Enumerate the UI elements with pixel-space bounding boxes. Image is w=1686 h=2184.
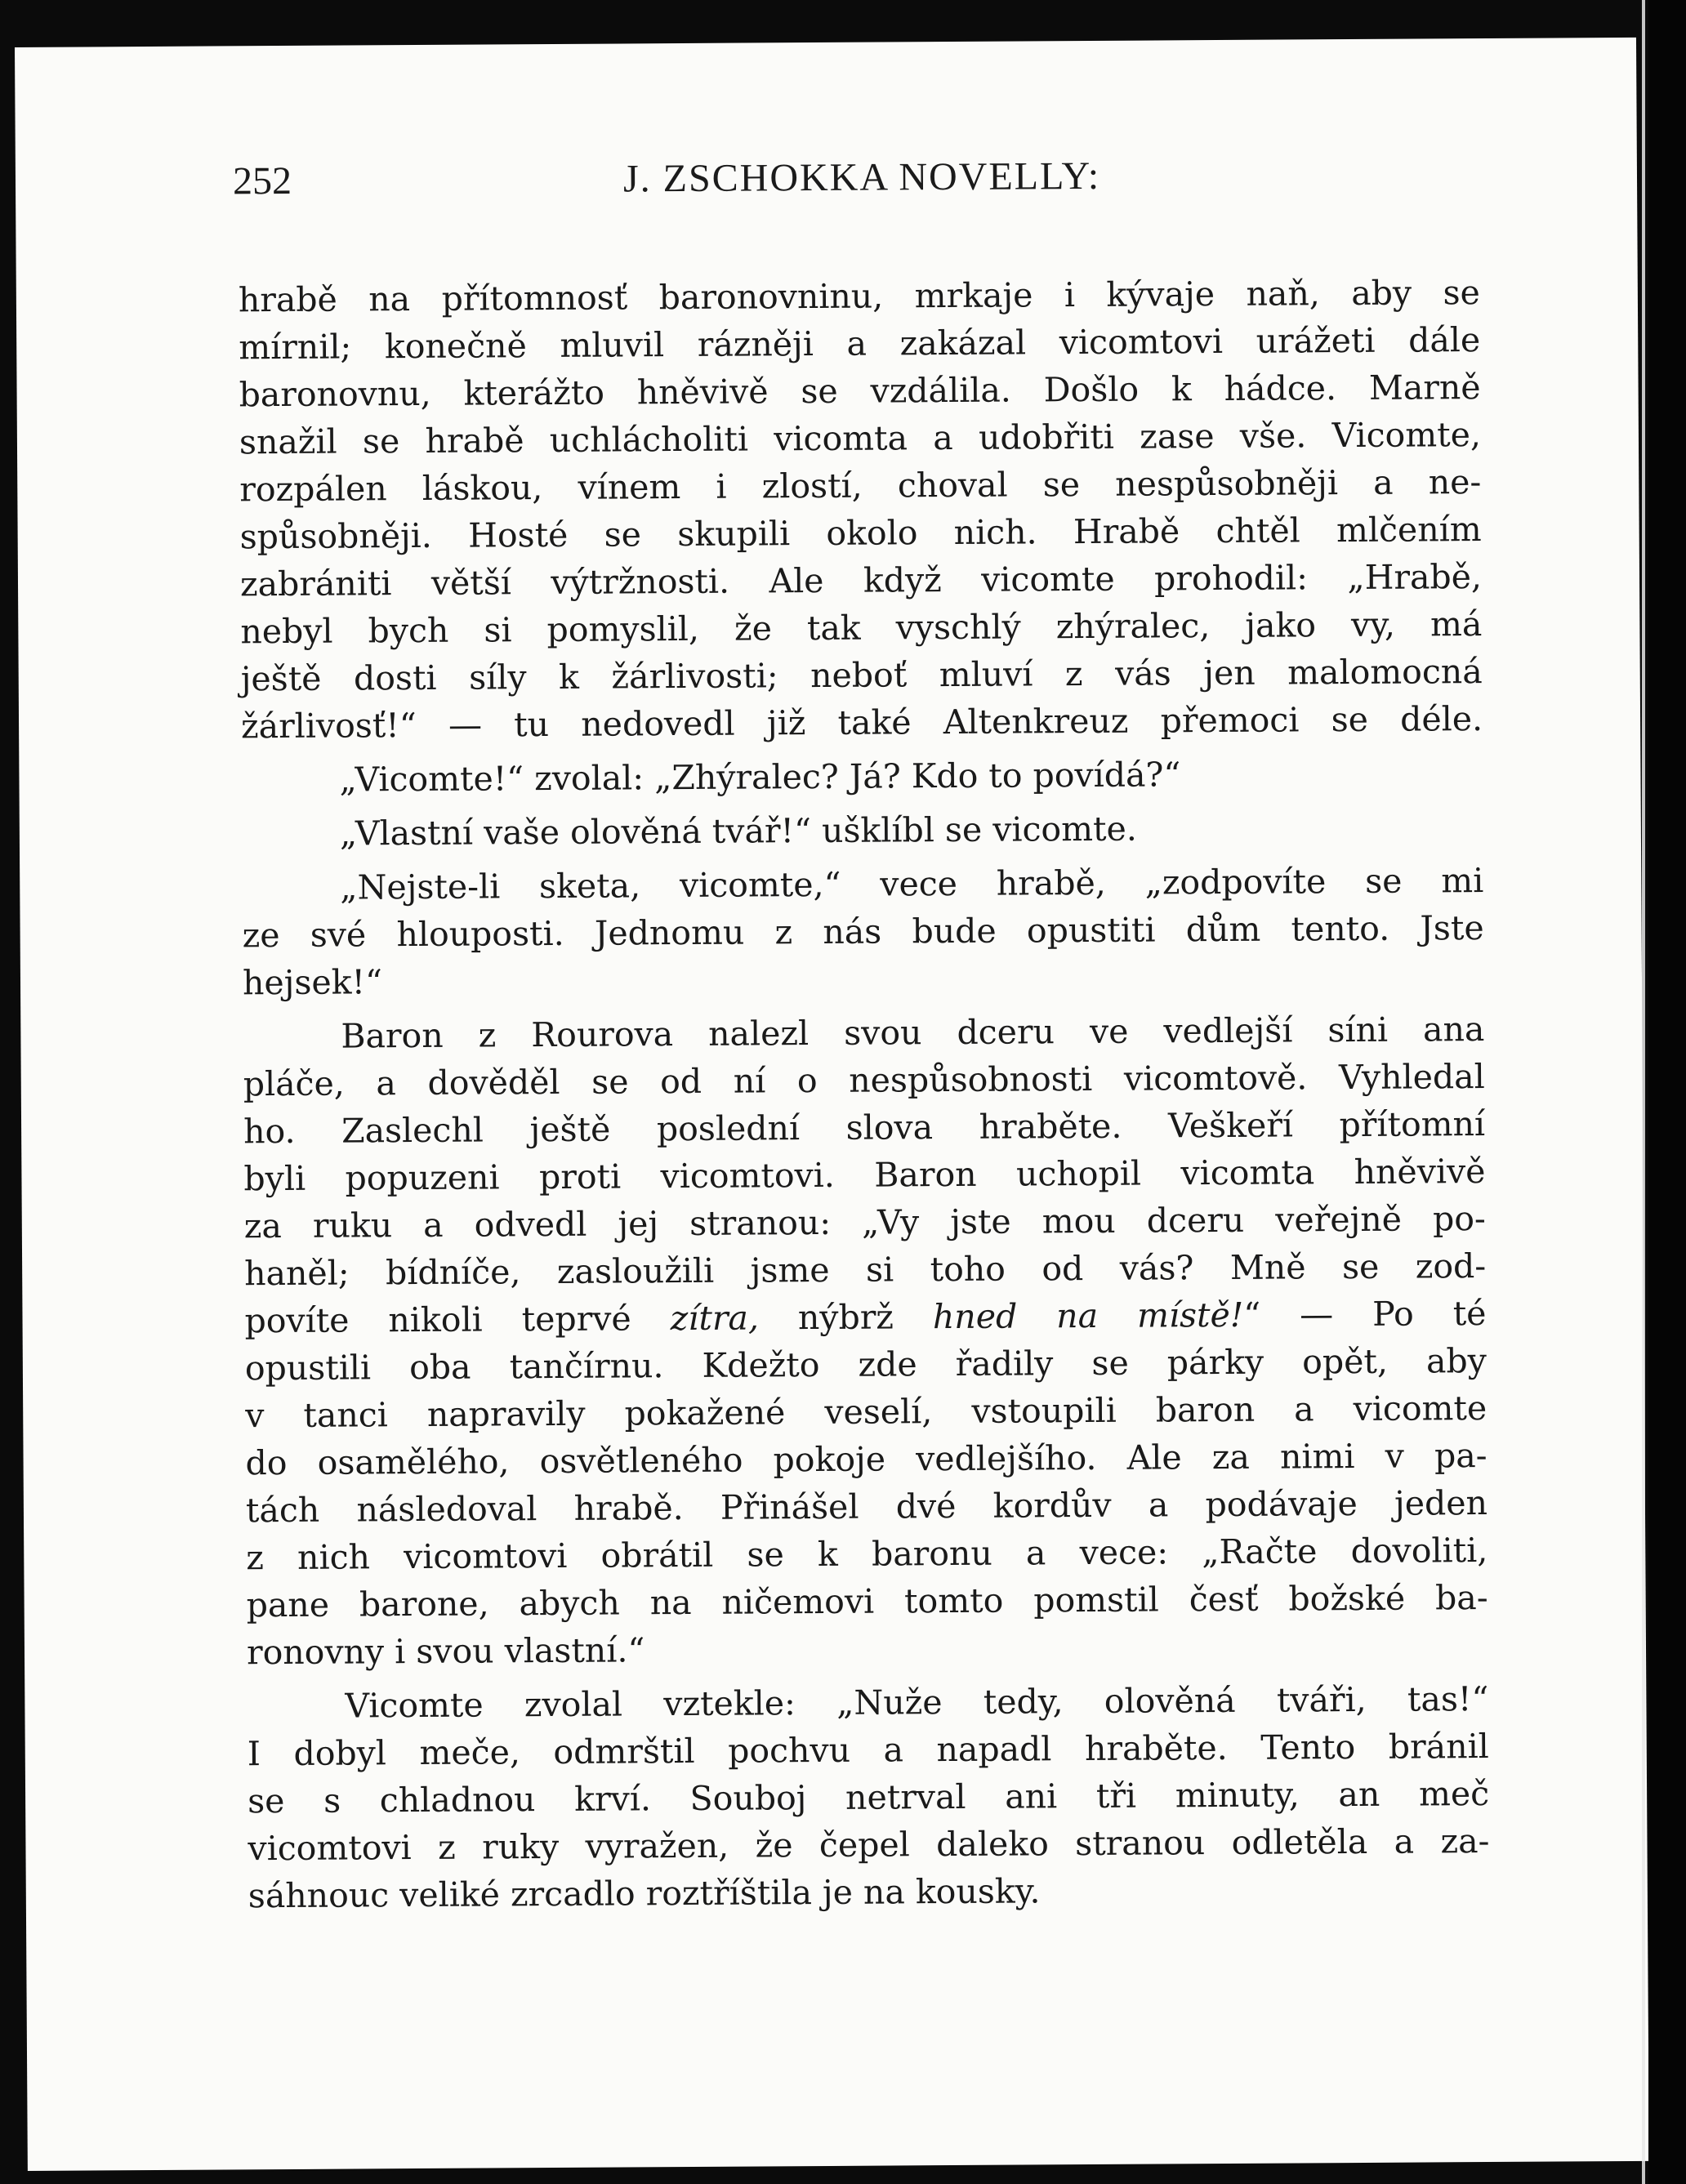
text-line: v tanci napravily pokažené veselí, vstoupili baron a vicomte: [245, 1388, 1488, 1436]
text-line: rozpálen láskou, vínem i zlostí, choval se nespůsobněji a ne-: [239, 462, 1482, 510]
text-line: ronovny i svou vlastní.“: [246, 1630, 645, 1673]
book-page: [15, 38, 1649, 2171]
text-line: z nich vicomtovi obrátil se k baronu a vece: „Račte dovoliti,: [246, 1531, 1488, 1578]
text-line: vicomtovi z ruky vyražen, že čepel daleko stranou odletěla a za-: [248, 1821, 1490, 1869]
text-line-with-italics: [244, 1290, 1486, 1344]
text-fragment: “ — Po té: [1243, 1294, 1487, 1335]
text-fragment: povíte nikoli teprvé: [244, 1299, 631, 1341]
text-line: „Nejste-li sketa, vicomte,“ vece hrabě, „zodpovíte se mi: [340, 861, 1484, 907]
text-line: pane barone, abych na ničemovi tomto pomstil česť božské ba-: [246, 1578, 1488, 1625]
text-line: spůsobněji. Hosté se skupili okolo nich. Hrabě chtěl mlčením: [239, 510, 1482, 557]
scan-border: [1648, 0, 1686, 2184]
text-line: ještě dosti síly k žárlivosti; neboť mluví z vás jen malomocná: [240, 652, 1483, 699]
text-line: baronovnu, kterážto hněvivě se vzdálila. Došlo k hádce. Marně: [239, 368, 1481, 415]
text-line: haněl; bídníče, zasloužili jsme si toho od vás? Mně se zod-: [244, 1246, 1487, 1294]
text-line: tách následoval hrabě. Přinášel dvé kordův a podávaje jeden: [245, 1483, 1488, 1531]
text-line: ho. Zaslechl ještě poslední slova hraběte. Veškeří přítomní: [243, 1104, 1486, 1152]
text-line: za ruku a odvedl jej stranou: „Vy jste mou dceru veřejně po-: [243, 1199, 1486, 1246]
running-title: J. ZSCHOKKA NOVELLY:: [622, 154, 1101, 201]
text-line: hejsek!“: [242, 962, 383, 1003]
text-line: byli popuzeni proti vicomtovi. Baron uchopil vicomta hněvivě: [243, 1152, 1486, 1199]
text-line: opustili oba tančírnu. Kdežto zde řadily se párky opět, aby: [244, 1341, 1488, 1388]
text-line: se s chladnou krví. Souboj netrval ani tři minuty, an meč: [247, 1774, 1490, 1821]
text-line: ze své hlouposti. Jednomu z nás bude opustiti dům tento. Jste: [242, 908, 1484, 956]
text-line: Vicomte zvolal vztekle: „Nuže tedy, olověná tváři, tas!“: [345, 1679, 1489, 1726]
text-line: Baron z Rourova nalezl svou dceru ve vedlejší síni ana: [341, 1010, 1485, 1056]
text-line: zabrániti větší výtržnosti. Ale když vicomte prohodil: „Hrabě,: [239, 557, 1483, 604]
text-line: snažil se hrabě uchlácholiti vicomta a udobřiti zase vše. Vicomte,: [239, 415, 1482, 462]
italic-fragment: hned na místě!: [932, 1295, 1244, 1337]
text-line: do osamělého, osvětleného pokoje vedlejšího. Ale za nimi v pa-: [245, 1436, 1488, 1483]
text-line: hrabě na přítomnosť baronovninu, mrkaje i kývaje naň, aby se: [238, 273, 1481, 320]
text-line: sáhnouc veliké zrcadlo roztříštila je na kousky.: [248, 1871, 1041, 1916]
italic-fragment: zítra,: [670, 1298, 760, 1339]
text-line: mírnil; konečně mluvil rázněji a zakázal vicomtovi urážeti dále: [239, 320, 1481, 368]
body-text: [239, 269, 1490, 1919]
text-fragment: nýbrž: [797, 1297, 894, 1338]
text-line: nebyl bych si pomyslil, že tak vyschlý zhýralec, jako vy, má: [240, 604, 1483, 652]
text-line: „Vlastní vaše olověná tvář!“ ušklíbl se vicomte.: [339, 809, 1137, 854]
page-edge: [1642, 0, 1645, 2184]
text-line: žárlivosť!“ — tu nedovedl již také Altenkreuz přemoci se déle.: [240, 699, 1483, 747]
text-line: pláče, a dověděl se od ní o nespůsobnosti vicomtově. Vyhledal: [243, 1057, 1485, 1104]
page-number: 252: [232, 158, 292, 203]
page-header: [233, 151, 1483, 216]
text-line: I dobyl meče, odmrštil pochvu a napadl hraběte. Tento bránil: [247, 1727, 1489, 1774]
text-line: „Vicomte!“ zvolal: „Zhýralec? Já? Kdo to povídá?“: [339, 755, 1181, 800]
